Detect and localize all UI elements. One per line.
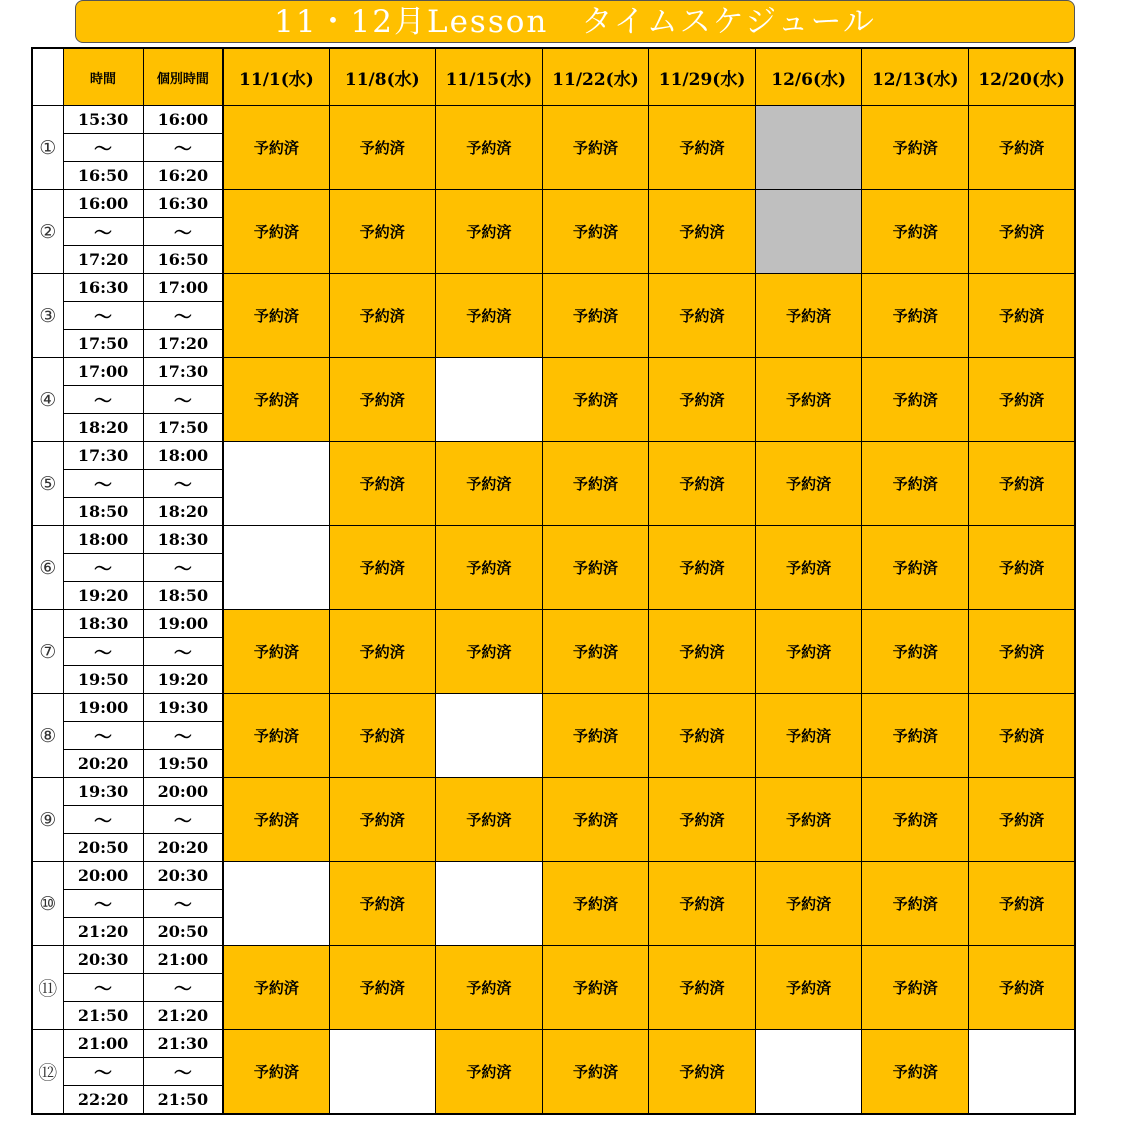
lesson-time-end: 20:20 — [63, 750, 143, 778]
individual-time-start: 19:00 — [143, 610, 223, 638]
individual-time-start: 16:30 — [143, 190, 223, 218]
booked-slot: 予約済 — [223, 274, 329, 358]
booked-slot: 予約済 — [542, 862, 648, 946]
date-header: 11/8(水) — [329, 48, 435, 106]
slot-number: ⑪ — [32, 946, 63, 1030]
schedule-row — [32, 862, 1075, 890]
schedule-row — [32, 946, 1075, 974]
booked-slot: 予約済 — [756, 610, 862, 694]
booked-slot: 予約済 — [223, 946, 329, 1030]
date-header: 11/22(水) — [542, 48, 648, 106]
booked-slot: 予約済 — [329, 610, 435, 694]
individual-time-start: 20:00 — [143, 778, 223, 806]
booked-slot: 予約済 — [542, 526, 648, 610]
lesson-time-end: 16:50 — [63, 162, 143, 190]
booked-slot: 予約済 — [649, 526, 756, 610]
booked-slot: 予約済 — [756, 274, 862, 358]
schedule-body — [32, 106, 1075, 1115]
time-tilde: ～ — [143, 974, 223, 1002]
booked-slot: 予約済 — [329, 442, 435, 526]
booked-slot: 予約済 — [542, 106, 648, 190]
schedule-table — [31, 47, 1076, 1115]
slot-number: ⑦ — [32, 610, 63, 694]
lesson-time-end: 18:50 — [63, 498, 143, 526]
open-slot — [223, 442, 329, 526]
booked-slot: 予約済 — [969, 274, 1075, 358]
individual-time-start: 21:00 — [143, 946, 223, 974]
lesson-time-end: 17:50 — [63, 330, 143, 358]
individual-time-start: 18:30 — [143, 526, 223, 554]
time-tilde: ～ — [143, 722, 223, 750]
time-tilde: ～ — [63, 974, 143, 1002]
booked-slot: 予約済 — [862, 526, 969, 610]
date-header: 11/29(水) — [649, 48, 756, 106]
closed-slot — [756, 190, 862, 274]
lesson-time-start: 16:30 — [63, 274, 143, 302]
booked-slot: 予約済 — [649, 358, 756, 442]
open-slot — [223, 526, 329, 610]
individual-time-end: 21:50 — [143, 1086, 223, 1115]
time-tilde: ～ — [143, 806, 223, 834]
booked-slot: 予約済 — [649, 610, 756, 694]
booked-slot: 予約済 — [969, 946, 1075, 1030]
time-tilde: ～ — [143, 134, 223, 162]
booked-slot: 予約済 — [969, 610, 1075, 694]
individual-time-end: 18:50 — [143, 582, 223, 610]
lesson-time-end: 17:20 — [63, 246, 143, 274]
individual-time-start: 21:30 — [143, 1030, 223, 1058]
time-tilde: ～ — [63, 386, 143, 414]
booked-slot: 予約済 — [756, 694, 862, 778]
slot-number: ⑥ — [32, 526, 63, 610]
booked-slot: 予約済 — [329, 358, 435, 442]
booked-slot: 予約済 — [329, 862, 435, 946]
booked-slot: 予約済 — [649, 778, 756, 862]
time-tilde: ～ — [63, 638, 143, 666]
booked-slot: 予約済 — [862, 610, 969, 694]
lesson-time-start: 17:30 — [63, 442, 143, 470]
time-tilde: ～ — [63, 470, 143, 498]
time-tilde: ～ — [143, 1058, 223, 1086]
booked-slot: 予約済 — [542, 442, 648, 526]
booked-slot: 予約済 — [862, 1030, 969, 1115]
lesson-time-end: 19:20 — [63, 582, 143, 610]
booked-slot: 予約済 — [649, 442, 756, 526]
open-slot — [435, 694, 542, 778]
schedule-row — [32, 1030, 1075, 1058]
time-tilde: ～ — [63, 554, 143, 582]
slot-number: ① — [32, 106, 63, 190]
individual-time-end: 18:20 — [143, 498, 223, 526]
booked-slot: 予約済 — [756, 778, 862, 862]
booked-slot: 予約済 — [969, 442, 1075, 526]
schedule-row — [32, 442, 1075, 470]
booked-slot: 予約済 — [329, 694, 435, 778]
time-tilde: ～ — [143, 470, 223, 498]
booked-slot: 予約済 — [435, 190, 542, 274]
time-tilde: ～ — [143, 302, 223, 330]
individual-time-start: 17:00 — [143, 274, 223, 302]
booked-slot: 予約済 — [435, 526, 542, 610]
booked-slot: 予約済 — [435, 610, 542, 694]
lesson-time-end: 19:50 — [63, 666, 143, 694]
schedule-row — [32, 358, 1075, 386]
individual-time-end: 17:20 — [143, 330, 223, 358]
booked-slot: 予約済 — [649, 274, 756, 358]
lesson-time-start: 18:30 — [63, 610, 143, 638]
booked-slot: 予約済 — [329, 106, 435, 190]
booked-slot: 予約済 — [969, 694, 1075, 778]
booked-slot: 予約済 — [649, 694, 756, 778]
date-header: 12/20(水) — [969, 48, 1075, 106]
individual-time-start: 20:30 — [143, 862, 223, 890]
lesson-time-end: 21:20 — [63, 918, 143, 946]
booked-slot: 予約済 — [756, 442, 862, 526]
lesson-time-end: 18:20 — [63, 414, 143, 442]
booked-slot: 予約済 — [435, 1030, 542, 1115]
booked-slot: 予約済 — [756, 946, 862, 1030]
slot-number: ⑤ — [32, 442, 63, 526]
time-tilde: ～ — [63, 1058, 143, 1086]
booked-slot: 予約済 — [969, 190, 1075, 274]
booked-slot: 予約済 — [542, 274, 648, 358]
schedule-row — [32, 778, 1075, 806]
lesson-time-start: 17:00 — [63, 358, 143, 386]
time-tilde: ～ — [63, 302, 143, 330]
booked-slot: 予約済 — [542, 694, 648, 778]
schedule-row — [32, 694, 1075, 722]
individual-time-end: 19:50 — [143, 750, 223, 778]
booked-slot: 予約済 — [329, 190, 435, 274]
time-tilde: ～ — [63, 806, 143, 834]
booked-slot: 予約済 — [969, 778, 1075, 862]
booked-slot: 予約済 — [223, 610, 329, 694]
booked-slot: 予約済 — [862, 694, 969, 778]
header-row — [32, 48, 1075, 106]
lesson-time-end: 20:50 — [63, 834, 143, 862]
individual-time-end: 20:20 — [143, 834, 223, 862]
booked-slot: 予約済 — [223, 106, 329, 190]
open-slot — [435, 358, 542, 442]
booked-slot: 予約済 — [862, 862, 969, 946]
booked-slot: 予約済 — [542, 358, 648, 442]
booked-slot: 予約済 — [862, 274, 969, 358]
date-header: 12/6(水) — [756, 48, 862, 106]
booked-slot: 予約済 — [862, 358, 969, 442]
booked-slot: 予約済 — [969, 526, 1075, 610]
schedule-row — [32, 274, 1075, 302]
booked-slot: 予約済 — [542, 190, 648, 274]
individual-time-end: 19:20 — [143, 666, 223, 694]
booked-slot: 予約済 — [862, 190, 969, 274]
date-header: 12/13(水) — [862, 48, 969, 106]
booked-slot: 予約済 — [223, 778, 329, 862]
booked-slot: 予約済 — [435, 946, 542, 1030]
lesson-time-start: 21:00 — [63, 1030, 143, 1058]
time-tilde: ～ — [63, 890, 143, 918]
booked-slot: 予約済 — [223, 1030, 329, 1115]
open-slot — [329, 1030, 435, 1115]
booked-slot: 予約済 — [542, 946, 648, 1030]
lesson-time-start: 20:30 — [63, 946, 143, 974]
open-slot — [756, 1030, 862, 1115]
individual-time-header: 個別時間 — [143, 48, 223, 106]
booked-slot: 予約済 — [969, 358, 1075, 442]
booked-slot: 予約済 — [435, 106, 542, 190]
booked-slot: 予約済 — [223, 694, 329, 778]
corner-cell — [32, 48, 63, 106]
lesson-time-start: 19:30 — [63, 778, 143, 806]
slot-number: ③ — [32, 274, 63, 358]
individual-time-end: 21:20 — [143, 1002, 223, 1030]
lesson-time-end: 21:50 — [63, 1002, 143, 1030]
individual-time-end: 16:50 — [143, 246, 223, 274]
booked-slot: 予約済 — [862, 106, 969, 190]
individual-time-start: 17:30 — [143, 358, 223, 386]
open-slot — [223, 862, 329, 946]
time-tilde: ～ — [143, 890, 223, 918]
booked-slot: 予約済 — [435, 274, 542, 358]
booked-slot: 予約済 — [435, 778, 542, 862]
slot-number: ⑨ — [32, 778, 63, 862]
booked-slot: 予約済 — [542, 1030, 648, 1115]
date-header: 11/15(水) — [435, 48, 542, 106]
lesson-time-start: 15:30 — [63, 106, 143, 134]
booked-slot: 予約済 — [969, 862, 1075, 946]
booked-slot: 予約済 — [649, 190, 756, 274]
booked-slot: 予約済 — [649, 106, 756, 190]
booked-slot: 予約済 — [542, 610, 648, 694]
booked-slot: 予約済 — [649, 862, 756, 946]
lesson-time-start: 16:00 — [63, 190, 143, 218]
booked-slot: 予約済 — [649, 1030, 756, 1115]
schedule-row — [32, 190, 1075, 218]
slot-number: ② — [32, 190, 63, 274]
time-tilde: ～ — [143, 554, 223, 582]
schedule-title: 11・12月Lesson タイムスケジュール — [75, 0, 1075, 43]
time-tilde: ～ — [143, 386, 223, 414]
closed-slot — [756, 106, 862, 190]
open-slot — [969, 1030, 1075, 1115]
booked-slot: 予約済 — [223, 358, 329, 442]
open-slot — [435, 862, 542, 946]
individual-time-end: 16:20 — [143, 162, 223, 190]
date-header: 11/1(水) — [223, 48, 329, 106]
schedule-row — [32, 610, 1075, 638]
booked-slot: 予約済 — [756, 526, 862, 610]
time-tilde: ～ — [143, 638, 223, 666]
booked-slot: 予約済 — [862, 442, 969, 526]
time-tilde: ～ — [63, 218, 143, 246]
booked-slot: 予約済 — [969, 106, 1075, 190]
lesson-time-end: 22:20 — [63, 1086, 143, 1115]
individual-time-start: 16:00 — [143, 106, 223, 134]
booked-slot: 予約済 — [756, 862, 862, 946]
slot-number: ⑧ — [32, 694, 63, 778]
lesson-time-start: 20:00 — [63, 862, 143, 890]
individual-time-end: 20:50 — [143, 918, 223, 946]
individual-time-end: 17:50 — [143, 414, 223, 442]
booked-slot: 予約済 — [649, 946, 756, 1030]
time-header: 時間 — [63, 48, 143, 106]
booked-slot: 予約済 — [329, 274, 435, 358]
slot-number: ⑫ — [32, 1030, 63, 1115]
lesson-time-start: 19:00 — [63, 694, 143, 722]
time-tilde: ～ — [63, 134, 143, 162]
booked-slot: 予約済 — [223, 190, 329, 274]
schedule-row — [32, 526, 1075, 554]
slot-number: ④ — [32, 358, 63, 442]
individual-time-start: 19:30 — [143, 694, 223, 722]
booked-slot: 予約済 — [435, 442, 542, 526]
lesson-time-start: 18:00 — [63, 526, 143, 554]
individual-time-start: 18:00 — [143, 442, 223, 470]
time-tilde: ～ — [143, 218, 223, 246]
booked-slot: 予約済 — [756, 358, 862, 442]
booked-slot: 予約済 — [329, 946, 435, 1030]
booked-slot: 予約済 — [329, 778, 435, 862]
booked-slot: 予約済 — [542, 778, 648, 862]
booked-slot: 予約済 — [329, 526, 435, 610]
schedule-row — [32, 106, 1075, 134]
slot-number: ⑩ — [32, 862, 63, 946]
booked-slot: 予約済 — [862, 946, 969, 1030]
time-tilde: ～ — [63, 722, 143, 750]
booked-slot: 予約済 — [862, 778, 969, 862]
